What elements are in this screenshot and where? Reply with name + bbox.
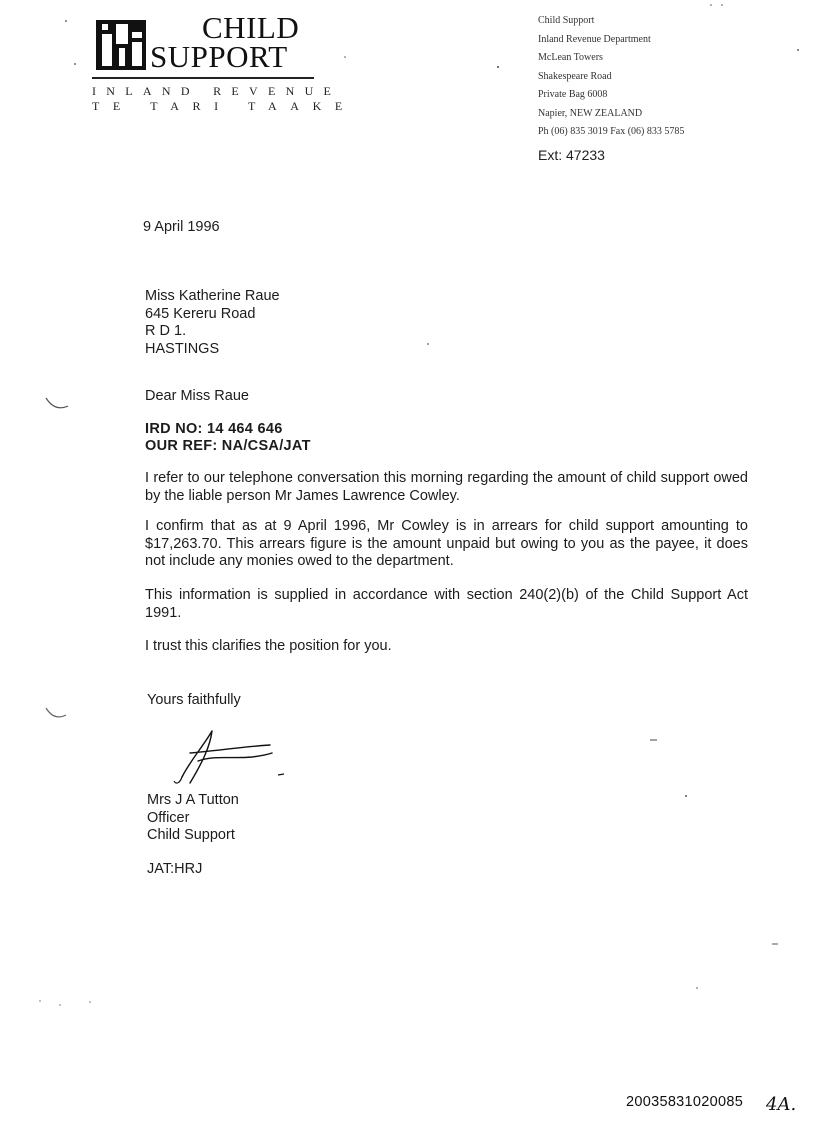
salutation: Dear Miss Raue [145, 388, 249, 404]
our-reference: OUR REF: NA/CSA/JAT [145, 438, 311, 454]
signer-title: Officer [147, 809, 190, 826]
recipient-city: HASTINGS [145, 340, 220, 357]
sender-address-line: Shakespeare Road [538, 70, 612, 82]
signer-department: Child Support [147, 827, 235, 843]
recipient-address-line: R D 1. [145, 323, 187, 339]
signer-block [147, 792, 239, 845]
sender-address [538, 12, 684, 142]
sender-contact-numbers: Ph (06) 835 3019 Fax (06) 833 5785 [538, 126, 685, 137]
handwritten-signature-icon [160, 725, 300, 790]
document-number: 20035831020085 [626, 1094, 744, 1110]
logo-title-support: SUPPORT [150, 39, 288, 74]
body-paragraph: I confirm that as at 9 April 1996, Mr Cowley is in arrears for child support amounting to $17,263.70. This arrears figure is the amount unpaid but owing to you as the payee, it does not include any monies owed to the department. [145, 518, 748, 569]
body-paragraph: This information is supplied in accordance with section 240(2)(b) of the Child Support Act 1991. [145, 587, 748, 621]
signer-name: Mrs J A Tutton [147, 792, 239, 808]
sender-address-line: McLean Towers [538, 52, 603, 63]
sender-address-line: Napier, NEW ZEALAND [538, 107, 643, 119]
handwritten-page-note: 4A. [766, 1094, 797, 1115]
recipient-name: Miss Katherine Raue [145, 288, 280, 304]
ird-number: IRD NO: 14 464 646 [145, 421, 283, 437]
reference-initials: JAT:HRJ [147, 861, 203, 877]
logo-subtitle-maori: TE TARI TAAKE [92, 99, 356, 113]
letter-date: 9 April 1996 [143, 219, 220, 235]
closing: Yours faithfully [147, 692, 241, 708]
body-paragraph: I refer to our telephone conversation this morning regarding the amount of child support owed by the liable person Mr James Lawrence Cowley. [145, 470, 748, 504]
child-support-logo-icon [96, 20, 146, 70]
logo-subtitle-english: INLAND REVENUE [92, 84, 342, 98]
sender-address-line: Private Bag 6008 [538, 89, 608, 100]
recipient-address [145, 288, 280, 358]
body-paragraph: I trust this clarifies the position for you. [145, 638, 392, 654]
reference-block [145, 421, 311, 455]
logo-title-child: CHILD [202, 10, 300, 45]
logo-divider [92, 77, 314, 79]
sender-address-line: Child Support [538, 15, 595, 26]
recipient-address-line: 645 Kereru Road [145, 305, 256, 322]
phone-extension: Ext: 47233 [538, 147, 605, 163]
sender-address-line: Inland Revenue Department [538, 33, 651, 45]
